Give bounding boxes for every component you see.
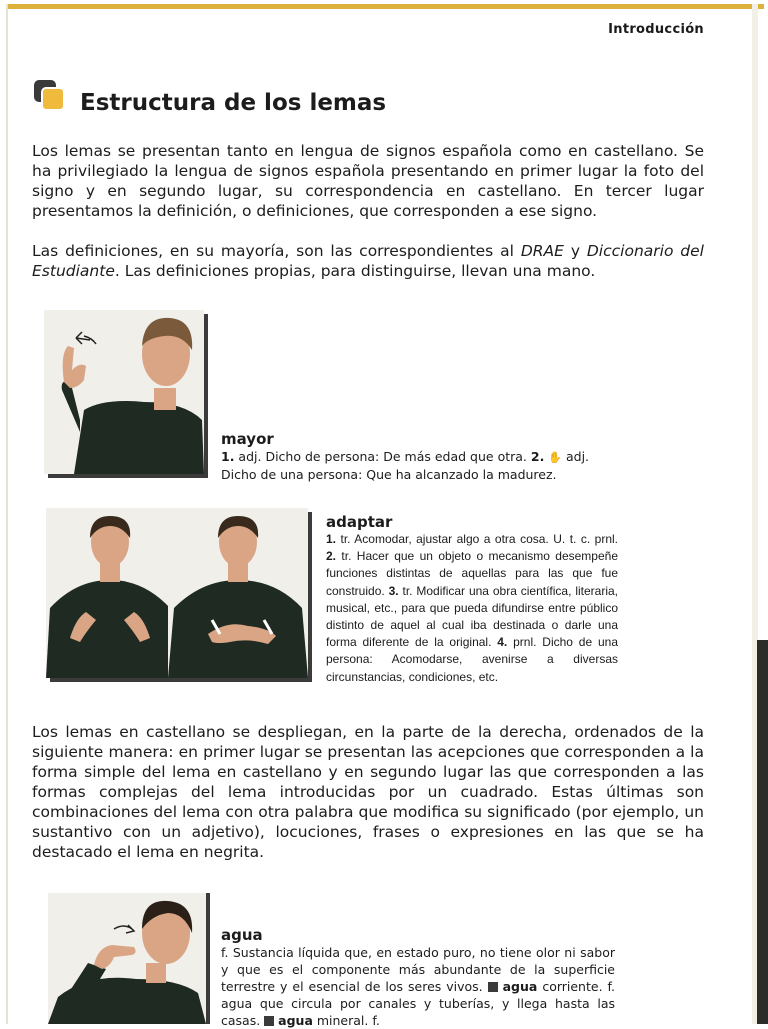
entry-agua: agua f. Sustancia líquida que, en estado puro, no tiene olor ni sabor y que es el componente más abundante de la superficie terrestre y el esencial de los seres vivos. agua corriente. f. agua que circula por canales y tuberías, y llega hasta las casas. agua mineral. f. xyxy=(221,926,615,1028)
complex-form-square-icon xyxy=(264,1016,274,1026)
diccionario-ref: Diccionario del Estudiante xyxy=(32,242,704,280)
left-border xyxy=(6,4,8,1024)
section-header: Introducción xyxy=(608,22,704,37)
headword-adaptar: adaptar xyxy=(326,513,393,531)
page-edge-dark xyxy=(757,640,768,1024)
entry-mayor: mayor 1. adj. Dicho de persona: De más edad que otra. 2. ✋ adj. Dicho de una persona: Que ha alcanzado la madurez. xyxy=(221,430,621,483)
entry-adaptar: adaptar 1. tr. Acomodar, ajustar algo a otra cosa. U. t. c. prnl. 2. tr. Hacer que un objeto o mecanismo desempeñe funciones distintas de aquellas para las que fue construido. 3. tr. Modificar una obra científica, literaria, musical, etc., para que pueda difundirse entre público distinto de aquel al cual iba destinada o darle una forma diferente de la original. 4. prnl. Dicho de una persona: Acomodarse, avenirse a diversas circunstancias, condiciones, etc. xyxy=(326,513,618,684)
headword-agua: agua xyxy=(221,926,263,944)
section-bullet-icon xyxy=(34,80,68,114)
sign-photo-agua xyxy=(48,893,206,1024)
intro-paragraph: Los lemas se presentan tanto en lengua de signos española como en castellano. Se ha privilegiado la lengua de signos española presentando en primer lugar la foto del signo y en segundo lugar, su correspondencia en castellano. En tercer lugar presentamos la definición, o definiciones, que corresponden a ese signo. xyxy=(32,142,704,220)
definitions-paragraph: Las definiciones, en su mayoría, son las correspondientes al DRAE y Diccionario del Estudiante. Las definiciones propias, para distinguirse, llevan una mano. xyxy=(32,242,704,280)
sign-photo-mayor xyxy=(44,310,204,474)
headword-mayor: mayor xyxy=(221,430,274,448)
hand-icon: ✋ xyxy=(548,451,563,464)
drae-ref: DRAE xyxy=(520,242,564,260)
lemma-order-paragraph: Los lemas en castellano se despliegan, en la parte de la derecha, ordenados de la siguiente manera: en primer lugar se presentan las acepciones que corresponden a la forma simple del lema en castellano y en segundo lugar las que corresponden a las formas complejas del lema introducidas por un cuadrado. Estas últimas son combinaciones del lema con otra palabra que modifica su significado (por ejemplo, un sustantivo con un adjetivo), locuciones, frases o expresiones en las que se ha destacado el lema en negrita. xyxy=(32,723,704,861)
complex-form-square-icon xyxy=(488,982,498,992)
page-title: Estructura de los lemas xyxy=(80,90,387,116)
sign-photo-adaptar-2 xyxy=(168,508,308,678)
top-border xyxy=(6,4,764,9)
sign-photo-adaptar-1 xyxy=(46,508,174,678)
